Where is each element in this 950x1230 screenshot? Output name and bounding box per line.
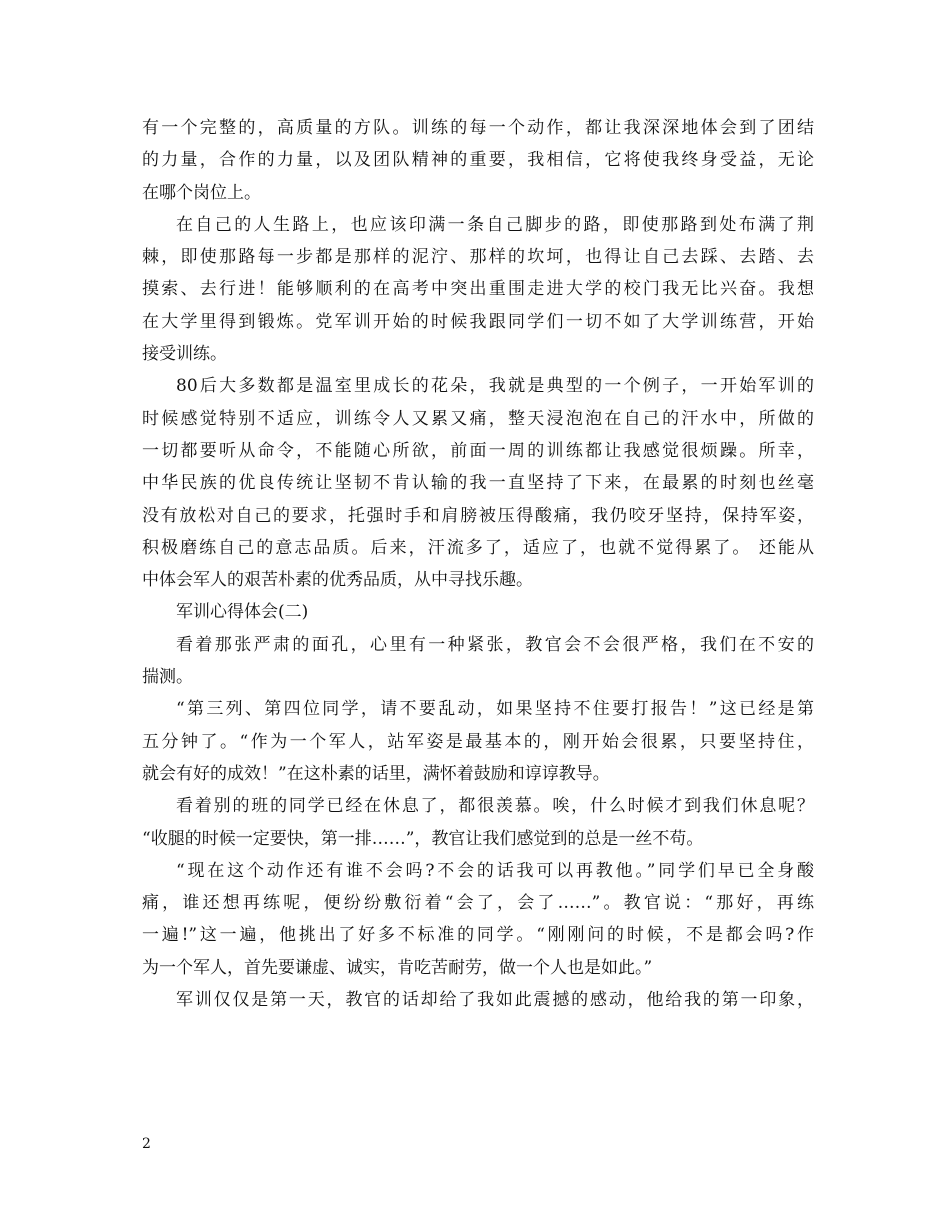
text-line: 一切都要听从命令，不能随心所欲，前面一周的训练都让我感觉很烦躁。所幸， (142, 440, 814, 461)
text-line: 中华民族的优良传统让坚韧不肯认输的我一直坚持了下来，在最累的时刻也丝毫 (142, 473, 814, 494)
text-line: 一遍!”这一遍，他挑出了好多不标准的同学。“刚刚问的时候，不是都会吗?作 (142, 925, 814, 946)
text-line: 为一个军人，首先要谦虚、诚实，肯吃苦耐劳，做一个人也是如此。” (142, 957, 653, 978)
text-line: 没有放松对自己的要求，托强时手和肩膀被压得酸痛，我仍咬牙坚持，保持军姿， (142, 505, 814, 526)
document-body-text (142, 112, 814, 1016)
text-line: “第三列、第四位同学，请不要乱动，如果坚持不住要打报告！”这已经是第 (176, 699, 814, 720)
text-line: “收腿的时候一定要快，第一排……”，教官让我们感觉到的总是一丝不苟。 (142, 828, 704, 849)
page-number: 2 (142, 1136, 151, 1152)
text-line: 80后大多数都是温室里成长的花朵，我就是典型的一个例子，一开始军训的 (176, 376, 814, 397)
text-line: 在自己的人生路上，也应该印满一条自己脚步的路，即使那路到处布满了荆 (176, 214, 814, 235)
text-line: 积极磨练自己的意志品质。后来，汗流多了，适应了，也就不觉得累了。 还能从 (142, 537, 814, 558)
text-line: 有一个完整的，高质量的方队。训练的每一个动作，都让我深深地体会到了团结 (142, 118, 814, 138)
text-line: 揣测。 (142, 667, 193, 688)
text-line: 在大学里得到锻炼。党军训开始的时候我跟同学们一切不如了大学训练营，开始 (142, 311, 814, 332)
text-line: 中体会军人的艰苦朴素的优秀品质，从中寻找乐趣。 (142, 570, 533, 591)
text-line: “现在这个动作还有谁不会吗?不会的话我可以再教他。”同学们早已全身酸 (176, 860, 814, 881)
text-line: 军训心得体会(二) (176, 602, 309, 623)
text-line: 就会有好的成效！”在这朴素的话里，满怀着鼓励和谆谆教导。 (142, 763, 610, 784)
text-line: 摸索、去行进！能够顺利的在高考中突出重围走进大学的校门我无比兴奋。我想 (142, 279, 814, 300)
text-line: 看着那张严肃的面孔，心里有一种紧张，教官会不会很严格，我们在不安的 (176, 634, 814, 655)
text-line: 接受训练。 (142, 344, 227, 365)
text-line: 看着别的班的同学已经在休息了，都很羡慕。唉，什么时候才到我们休息呢？ (176, 796, 814, 817)
text-line: 棘，即使那路每一步都是那样的泥泞、那样的坎坷，也得让自己去踩、去踏、去 (142, 247, 814, 268)
text-line: 时候感觉特别不适应，训练令人又累又痛，整天浸泡泡在自己的汗水中，所做的 (142, 408, 814, 429)
text-line: 的力量，合作的力量，以及团队精神的重要，我相信，它将使我终身受益，无论 (142, 150, 814, 171)
text-line: 五分钟了。“作为一个军人，站军姿是最基本的，刚开始会很累，只要坚持住， (142, 731, 814, 752)
text-line: 军训仅仅是第一天，教官的话却给了我如此震撼的感动，他给我的第一印象， (176, 990, 814, 1011)
text-line: 痛，谁还想再练呢，便纷纷敷衍着“会了，会了……”。教官说：“那好，再练 (142, 893, 814, 914)
text-line: 在哪个岗位上。 (142, 182, 261, 203)
